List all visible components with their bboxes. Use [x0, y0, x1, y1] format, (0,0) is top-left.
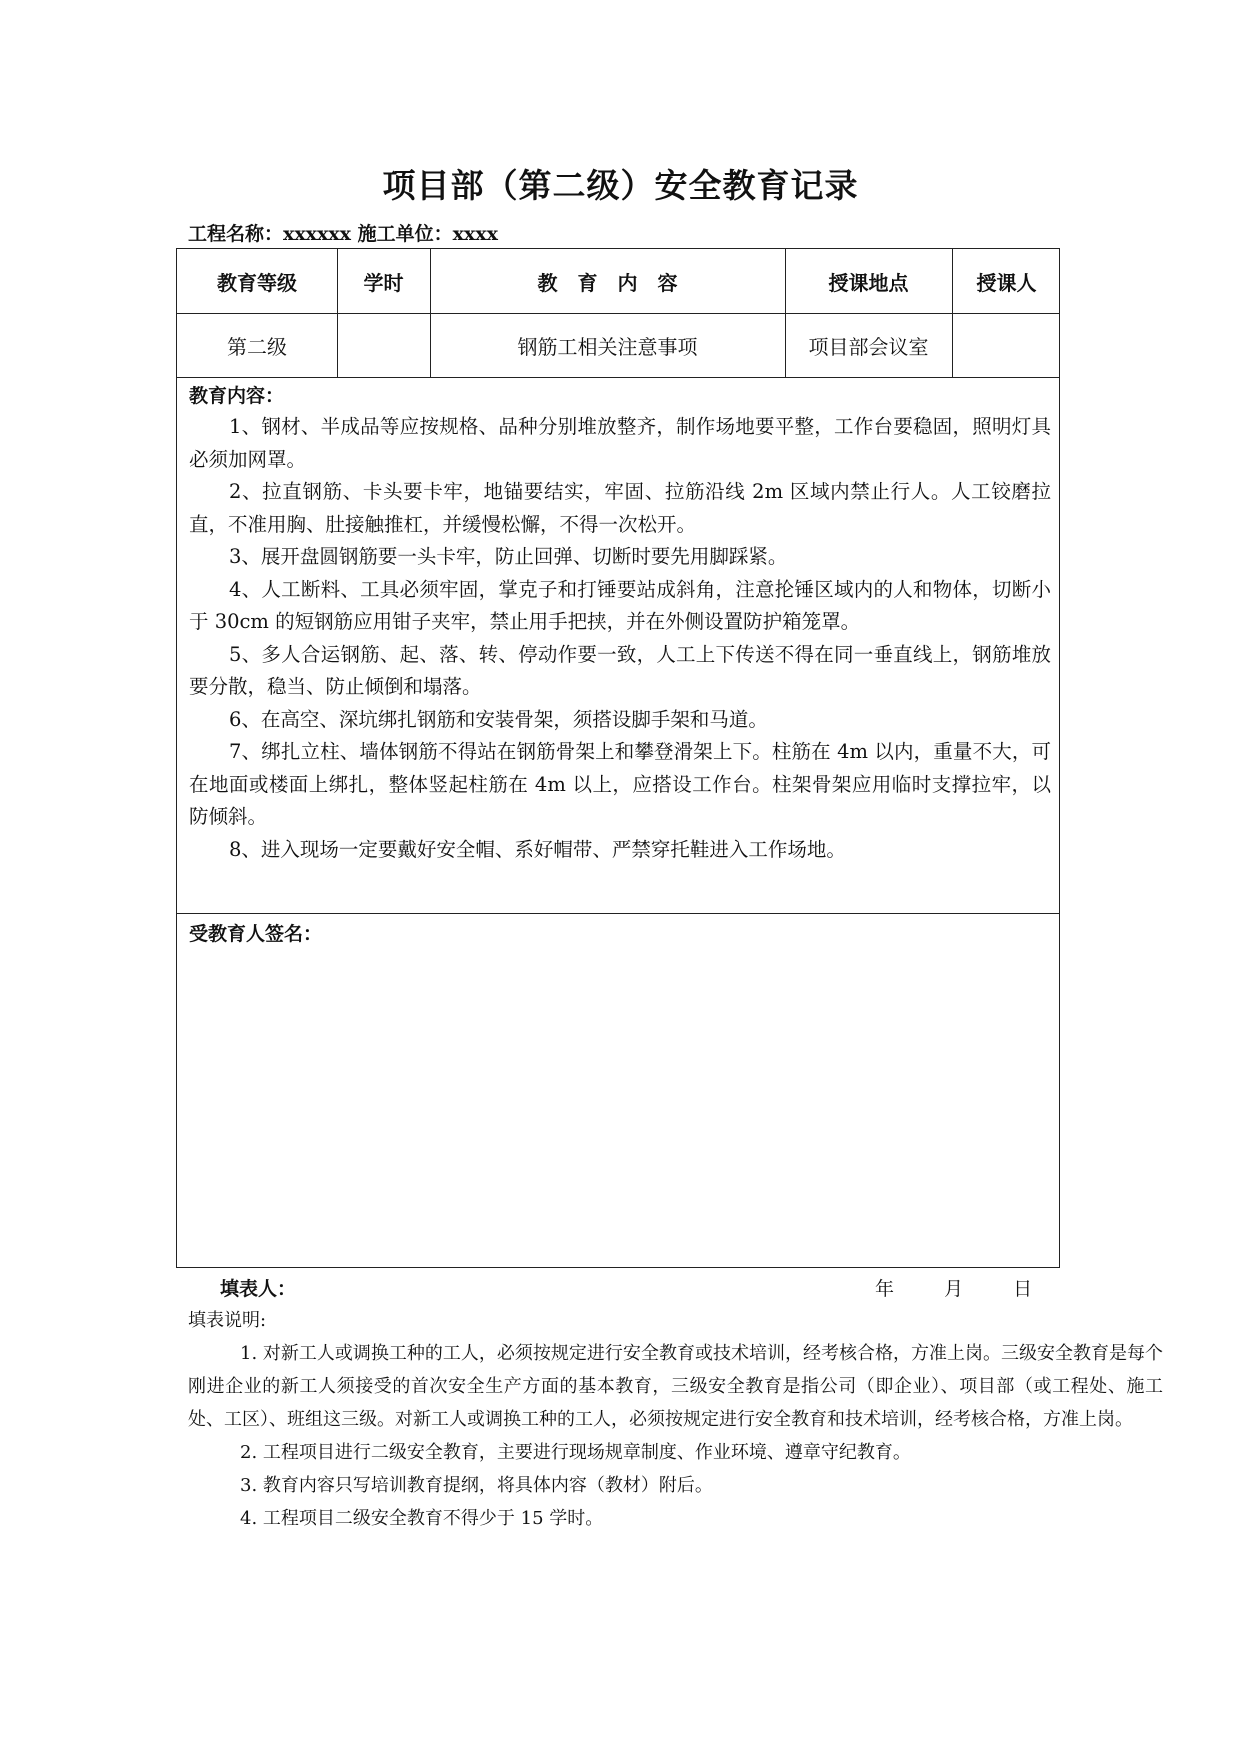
- cell-class-hours: [337, 313, 430, 377]
- instruction-item: 1. 对新工人或调换工种的工人，必须按规定进行安全教育或技术培训，经考核合格，方准上岗。三级安全教育是每个刚进企业的新工人须接受的首次安全生产方面的基本教育，三级安全教育是指公司（即企业）、项目部（或工程处、施工处、工区）、班组这三级。对新工人或调换工种的工人，必须按规定进行安全教育和技术培训，经考核合格，方准上岗。: [188, 1343, 1163, 1430]
- date-line: [875, 1274, 1076, 1301]
- signature-section: [177, 913, 1059, 1269]
- filler-label: 填表人：: [220, 1278, 297, 1300]
- month-label: 月: [944, 1278, 964, 1300]
- content-list: [189, 411, 1051, 866]
- instructions-heading: 填表说明:: [188, 1310, 267, 1331]
- content-item: 6、在高空、深坑绑扎钢筋和安装骨架，须搭设脚手架和马道。: [229, 707, 768, 731]
- header-class-hours: 学时: [363, 270, 404, 295]
- cell-education-content: 钢筋工相关注意事项: [517, 334, 698, 359]
- signature-label: 受教育人签名：: [189, 923, 323, 945]
- content-item: 7、绑扎立柱、墙体钢筋不得站在钢筋骨架上和攀登滑架上下。柱筋在 4m 以内，重量不大，可在地面或楼面上绑扎，整体竖起柱筋在 4m 以上，应搭设工作台。柱架骨架应用临时支撑拉牢，以防倾斜。: [189, 740, 1051, 828]
- header-location: 授课地点: [828, 270, 909, 295]
- content-item: 1、钢材、半成品等应按规格、品种分别堆放整齐，制作场地要平整，工作台要稳固，照明灯具必须加网罩。: [189, 415, 1051, 471]
- header-instructor: 授课人: [976, 270, 1037, 295]
- fill-instructions: [188, 1304, 1163, 1535]
- content-section: [177, 377, 1059, 913]
- cell-location: 项目部会议室: [808, 334, 929, 359]
- header-education-level: 教育等级: [217, 270, 297, 295]
- year-label: 年: [875, 1278, 895, 1300]
- header-education-content: 教 育 内 容: [537, 270, 678, 295]
- content-item: 2、拉直钢筋、卡头要卡牢，地锚要结实，牢固、拉筋沿线 2m 区域内禁止行人。人工铰磨拉直，不准用胸、肚接触推杠，并缓慢松懈，不得一次松开。: [189, 480, 1051, 536]
- content-item: 4、人工断料、工具必须牢固，掌克子和打锤要站成斜角，注意抡锤区域内的人和物体，切断小于 30cm 的短钢筋应用钳子夹牢，禁止用手把挟，并在外侧设置防护箱笼罩。: [189, 577, 1051, 633]
- instruction-item: 2. 工程项目进行二级安全教育，主要进行现场规章制度、作业环境、遵章守纪教育。: [240, 1442, 911, 1463]
- project-info: 工程名称：xxxxxx 施工单位：xxxx: [188, 223, 498, 245]
- content-item: 5、多人合运钢筋、起、落、转、停动作要一致，人工上下传送不得在同一垂直线上，钢筋堆放要分散，稳当、防止倾倒和塌落。: [189, 642, 1051, 698]
- instruction-item: 4. 工程项目二级安全教育不得少于 15 学时。: [240, 1508, 604, 1529]
- content-item: 8、进入现场一定要戴好安全帽、系好帽带、严禁穿托鞋进入工作场地。: [229, 837, 846, 861]
- cell-education-level: 第二级: [227, 334, 287, 359]
- education-record-table: [176, 248, 1060, 1268]
- document-title: 项目部（第二级）安全教育记录: [382, 166, 859, 205]
- content-item: 3、展开盘圆钢筋要一头卡牢，防止回弹、切断时要先用脚踩紧。: [229, 545, 788, 568]
- day-label: 日: [1013, 1278, 1033, 1300]
- content-label: 教育内容：: [189, 385, 285, 407]
- cell-instructor: [952, 313, 1061, 377]
- instruction-item: 3. 教育内容只写培训教育提纲，将具体内容（教材）附后。: [240, 1475, 713, 1496]
